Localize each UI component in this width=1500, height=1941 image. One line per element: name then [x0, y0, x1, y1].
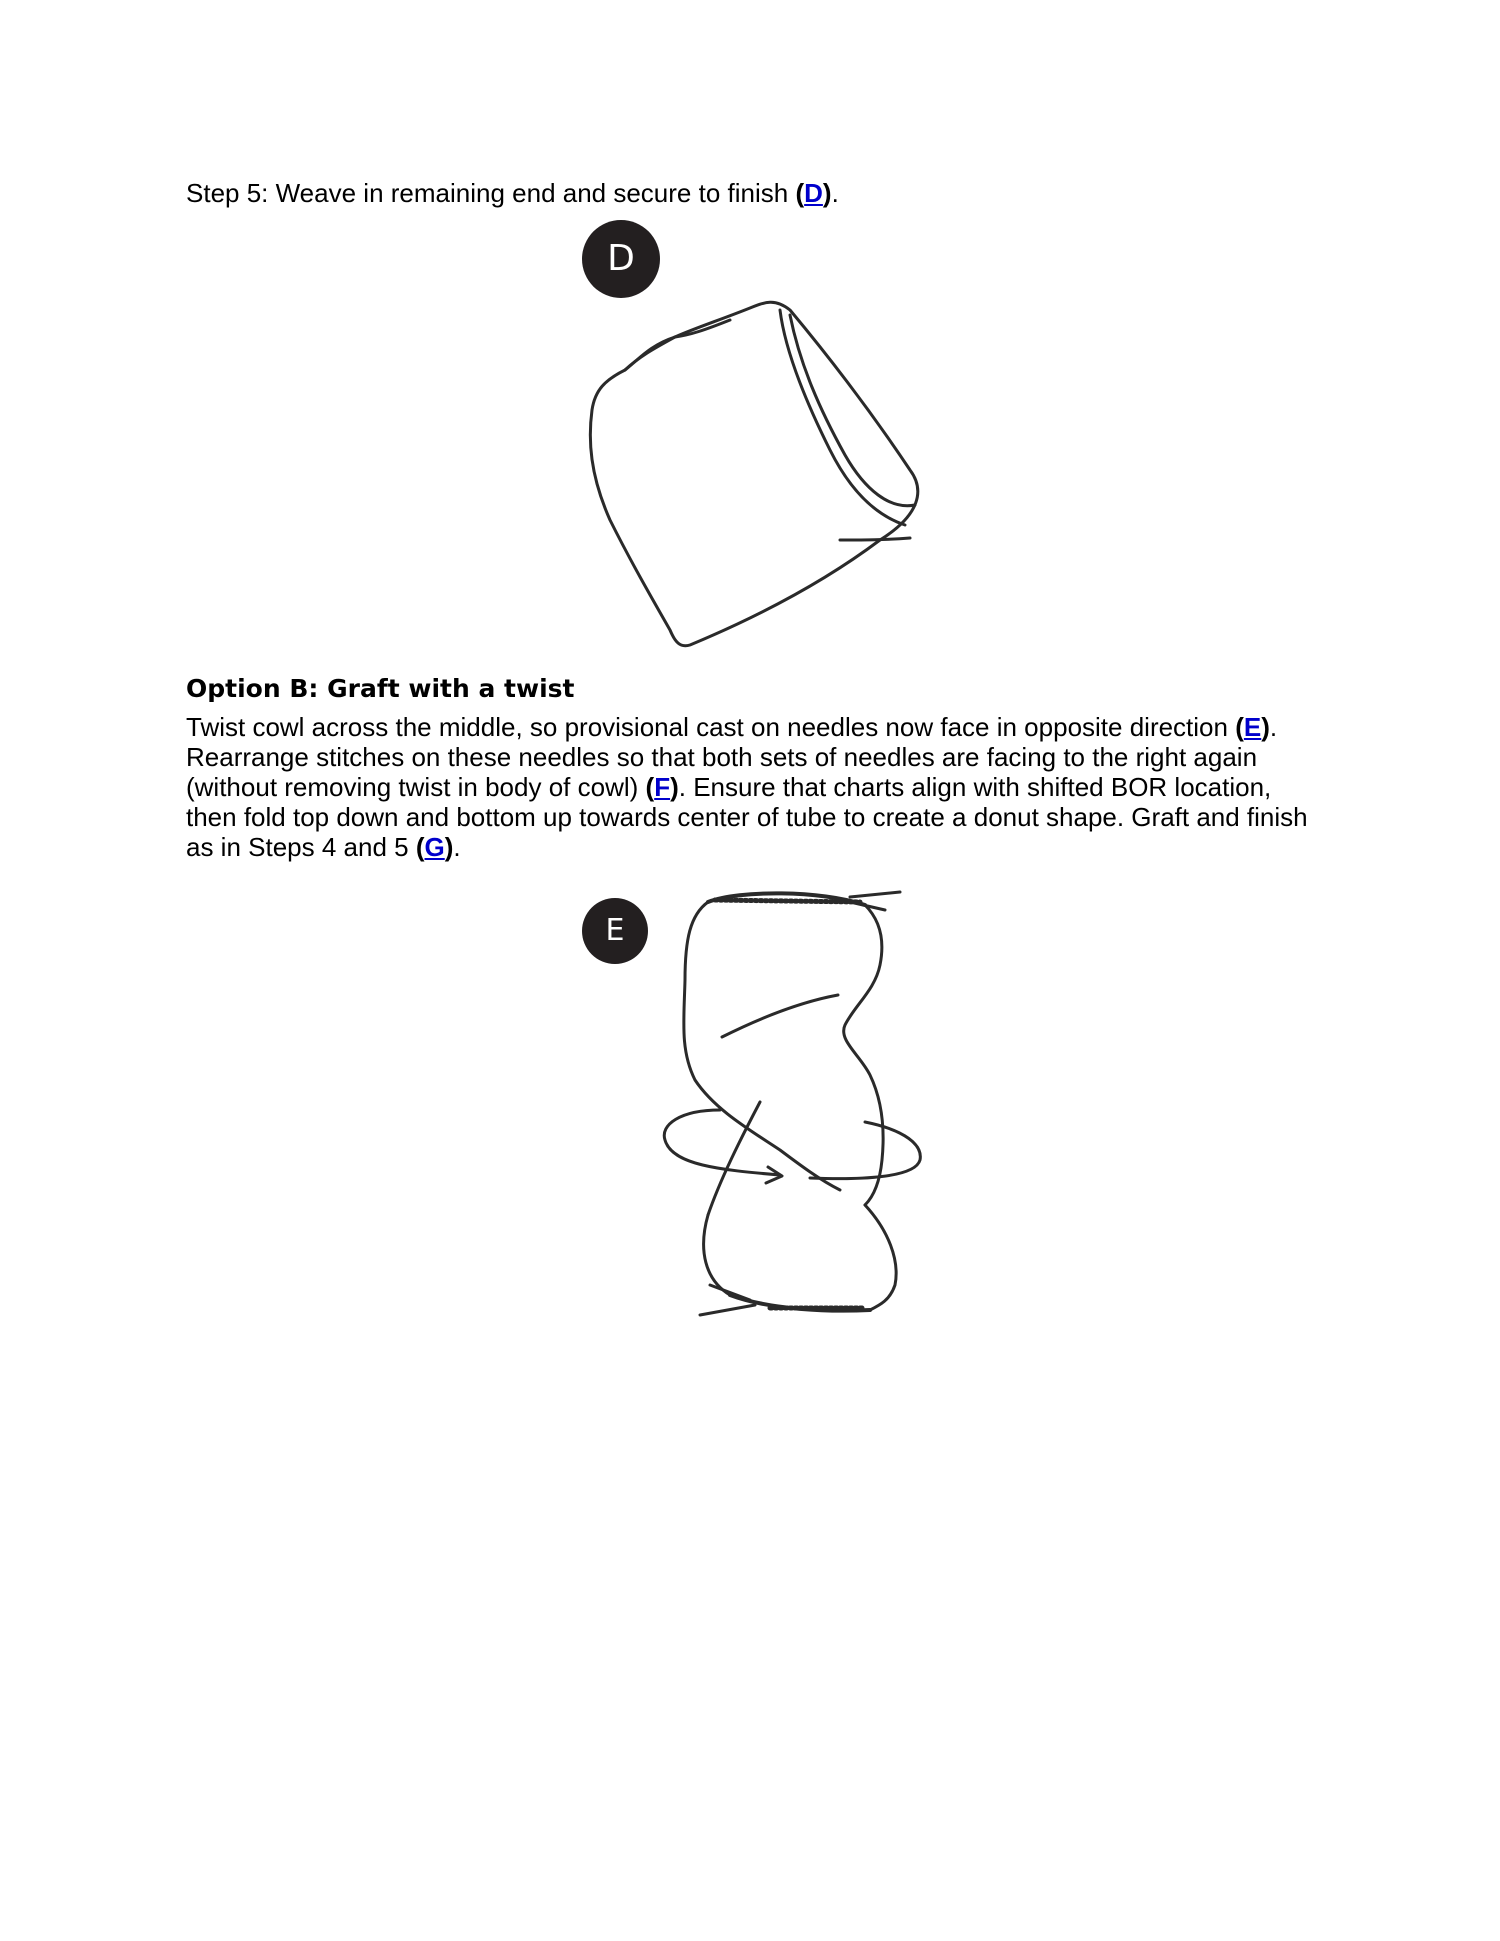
step-5-body: Step 5: Weave in remaining end and secure to finish — [186, 178, 796, 208]
lower-left-side — [704, 1215, 730, 1295]
line-5-ref-open: ( — [415, 832, 425, 862]
figure-f-link[interactable]: F — [654, 772, 671, 802]
step-5-text — [186, 178, 839, 208]
line-3-ref-open: ( — [645, 772, 655, 802]
bottom-needle-1 — [700, 1305, 755, 1315]
line-1-ref-close: ) — [1261, 712, 1270, 742]
option-b-heading: Option B: Graft with a twist — [186, 674, 575, 703]
tube-opening — [780, 310, 905, 525]
line-1-ref-open: ( — [1235, 712, 1244, 742]
option-b-line-4: then fold top down and bottom up towards center of tube to create a donut shape. Graft and finish — [186, 802, 1308, 832]
option-b-line-2: Rearrange stitches on these needles so that both sets of needles are facing to the right again — [186, 742, 1258, 772]
option-b-line-1 — [186, 712, 1346, 742]
option-b-line-5 — [186, 832, 1346, 862]
lower-right-side — [865, 1205, 896, 1310]
figure-d-badge: D — [582, 220, 660, 298]
figure-g-link[interactable]: G — [424, 832, 445, 862]
line-5-ref-close: ) — [444, 832, 454, 862]
line-3-tail: . Ensure that charts align with shifted BOR location, — [678, 772, 1272, 802]
tube-crease-top — [675, 320, 730, 337]
upper-left-side — [684, 902, 840, 1190]
figure-d-link[interactable]: D — [804, 178, 823, 208]
bottom-needle-2 — [710, 1285, 750, 1300]
line-3-text: (without removing twist in body of cowl) — [186, 772, 646, 802]
line-3-ref-close: ) — [670, 772, 679, 802]
line-5-text: as in Steps 4 and 5 — [186, 832, 416, 862]
tube-fold-line — [625, 337, 675, 370]
step-5-ref-close: ) — [822, 178, 832, 208]
rotation-arrow-back — [664, 1110, 780, 1175]
figure-e-illustration — [660, 880, 940, 1340]
line-1-text: Twist cowl across the middle, so provisional cast on needles now face in opposite direction — [186, 712, 1236, 742]
tube-bottom-line — [840, 538, 910, 540]
rotation-arrow-front — [810, 1122, 920, 1179]
step-5-tail: . — [831, 178, 839, 208]
figure-e-badge: E — [582, 898, 648, 964]
figure-d-illustration — [580, 290, 940, 660]
step-5-ref-open: ( — [795, 178, 805, 208]
figure-e-link[interactable]: E — [1243, 712, 1262, 742]
line-5-tail: . — [453, 832, 461, 862]
top-stitch-ticks — [715, 900, 860, 902]
tube-outline — [590, 302, 917, 646]
upper-right-side — [844, 905, 883, 1205]
upper-crease — [722, 995, 838, 1037]
tube-opening-edge — [790, 315, 915, 506]
top-needle-1 — [850, 892, 900, 897]
line-1-tail: . — [1269, 712, 1278, 742]
option-b-line-3 — [186, 772, 1346, 802]
option-b-paragraph — [186, 712, 1346, 862]
